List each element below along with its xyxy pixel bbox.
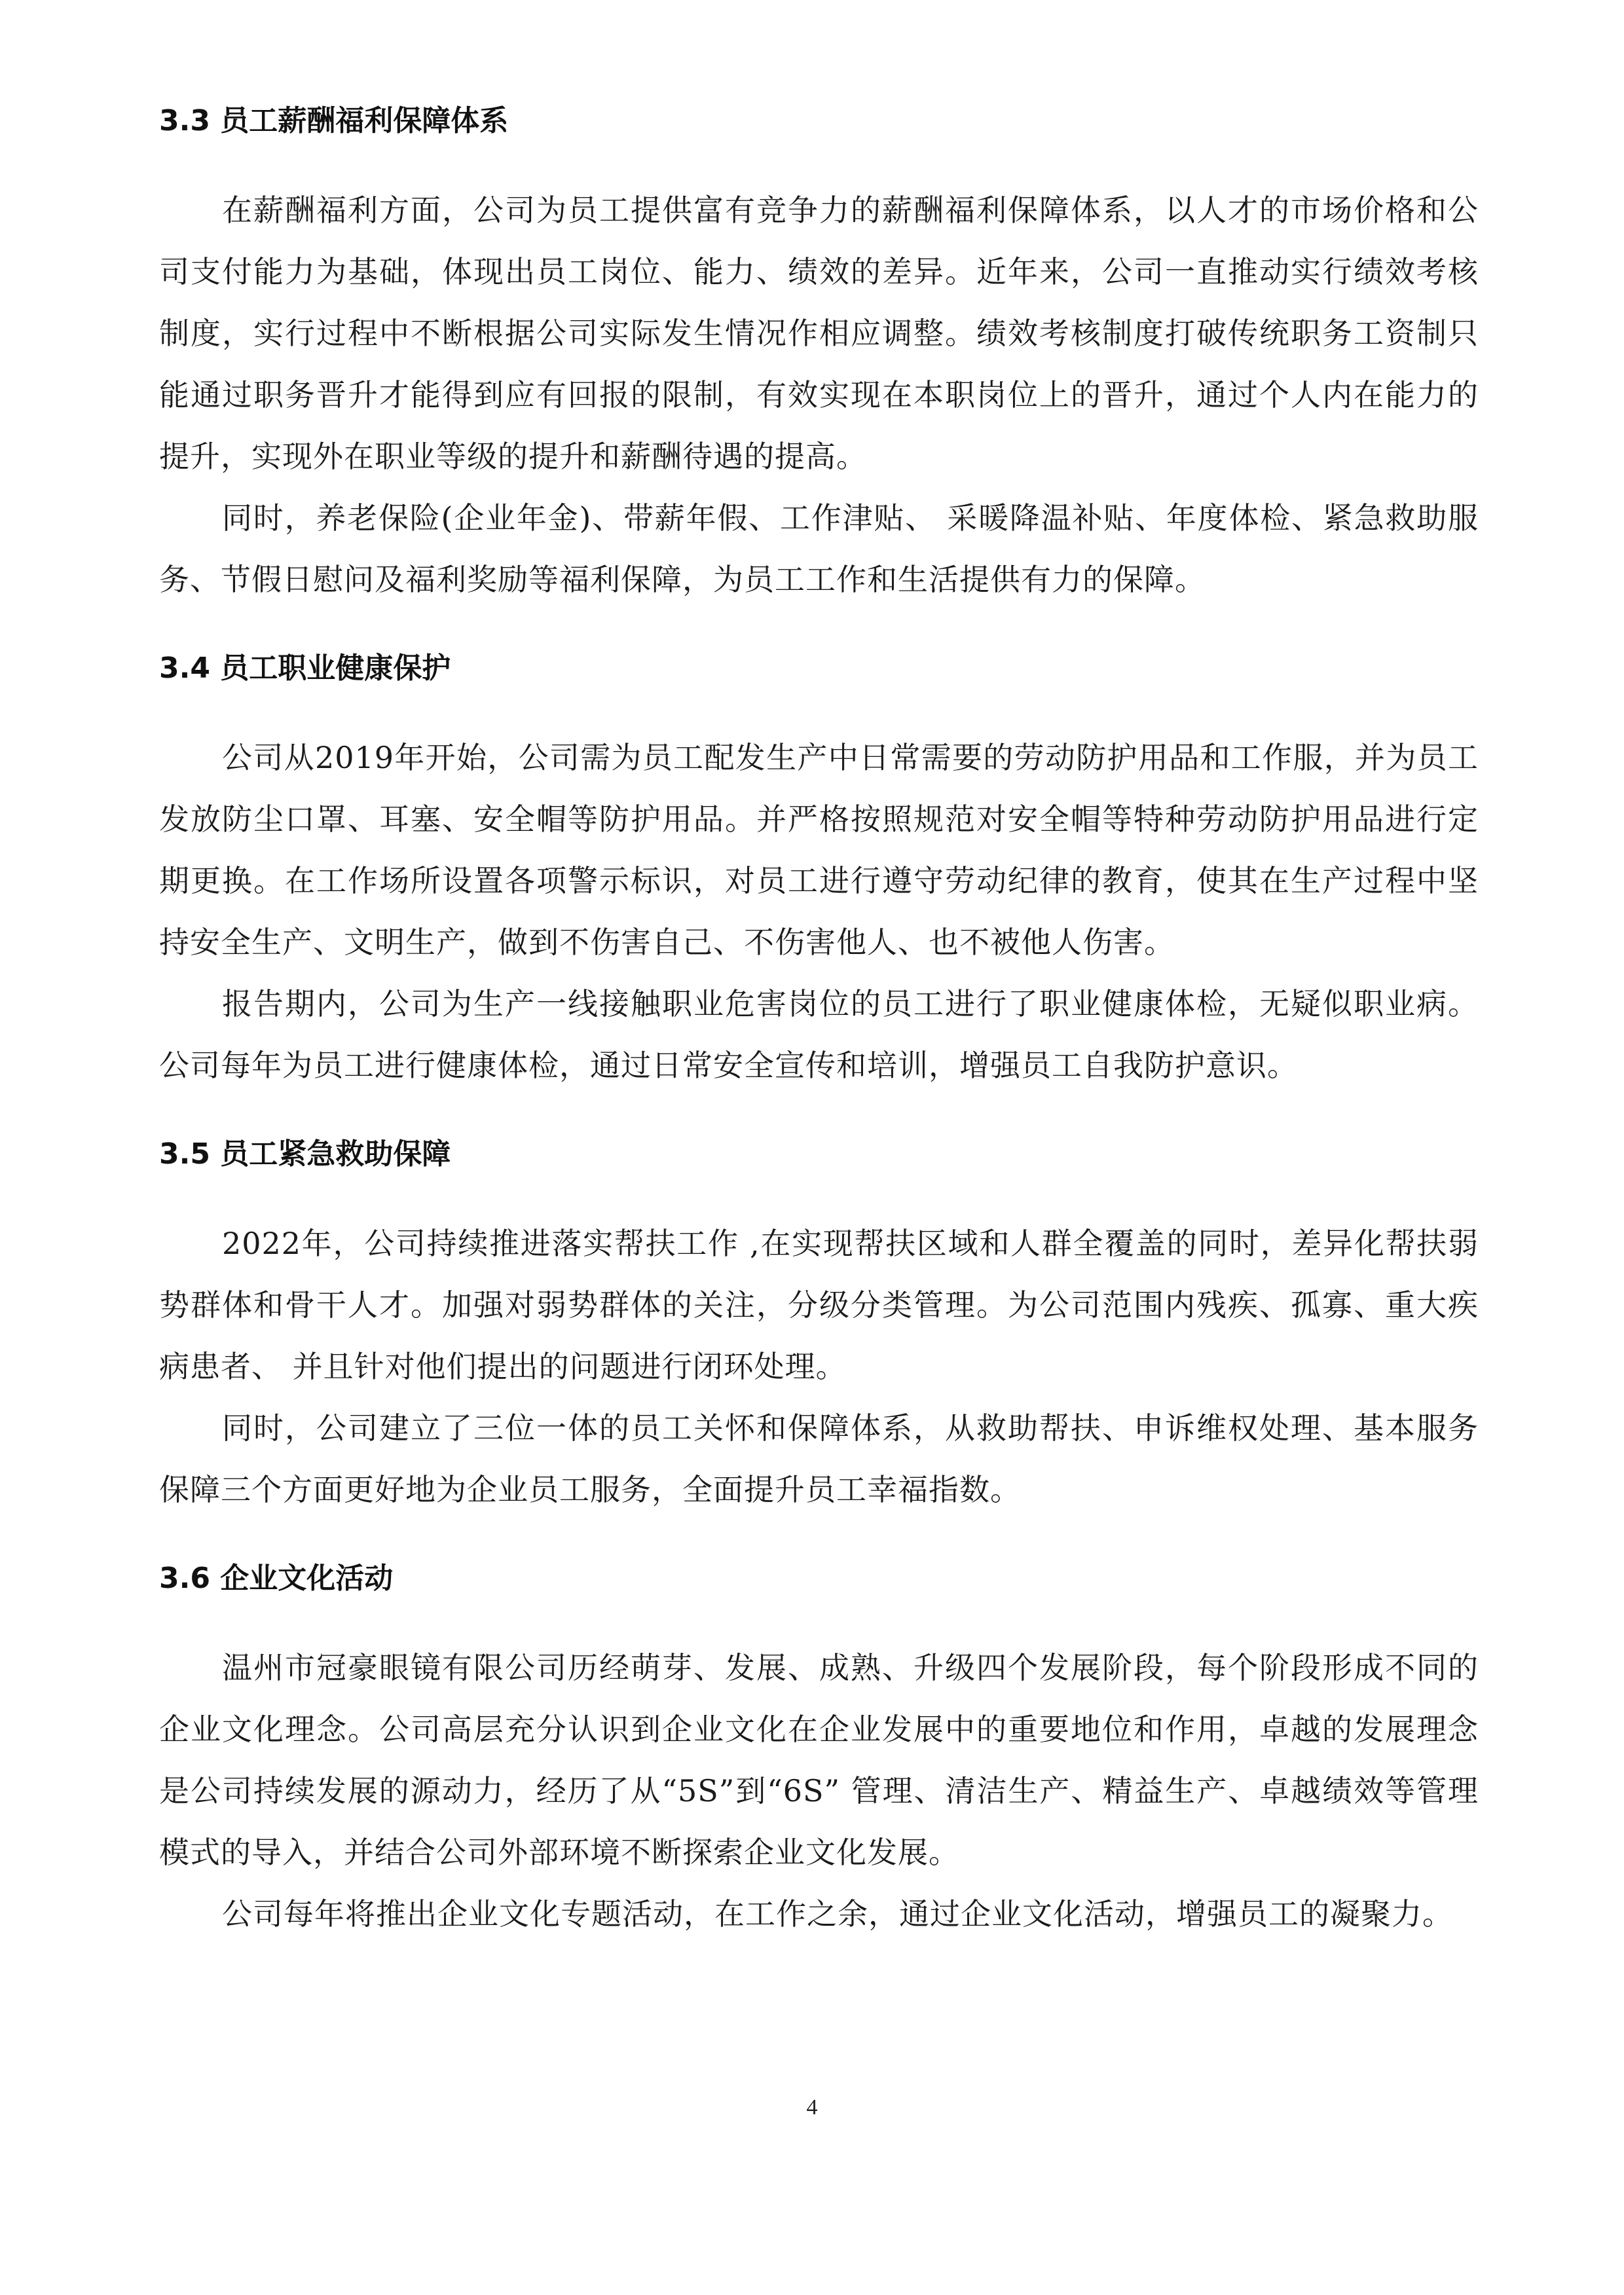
section-3-6	[159, 1549, 1479, 1945]
paragraph: 同时，养老保险(企业年金)、带薪年假、工作津贴、 采暖降温补贴、年度体检、紧急救助服务、节假日慰问及福利奖励等福利保障，为员工工作和生活提供有力的保障。	[159, 500, 1479, 597]
section-heading: 3.3 员工薪酬福利保障体系	[159, 104, 509, 138]
page-content	[159, 92, 1479, 1945]
section-heading: 3.4 员工职业健康保护	[159, 652, 451, 685]
section-3-5	[159, 1125, 1479, 1520]
paragraph: 温州市冠豪眼镜有限公司历经萌芽、发展、成熟、升级四个发展阶段，每个阶段形成不同的企业文化理念。公司高层充分认识到企业文化在企业发展中的重要地位和作用，卓越的发展理念是公司持续发展的源动力，经历了从“5S”到“6S” 管理、清洁生产、精益生产、卓越绩效等管理模式的导入，并结合公司外部环境不断探索企业文化发展。	[159, 1650, 1479, 1870]
paragraph: 同时，公司建立了三位一体的员工关怀和保障体系，从救助帮扶、申诉维权处理、基本服务保障三个方面更好地为企业员工服务，全面提升员工幸福指数。	[159, 1410, 1479, 1507]
paragraph: 2022年，公司持续推进落实帮扶工作 ,在实现帮扶区域和人群全覆盖的同时，差异化帮扶弱势群体和骨干人才。加强对弱势群体的关注，分级分类管理。为公司范围内残疾、孤寡、重大疾病患者、 并且针对他们提出的问题进行闭环处理。	[159, 1226, 1479, 1384]
section-3-3	[159, 92, 1479, 610]
paragraph: 公司每年将推出企业文化专题活动，在工作之余，通过企业文化活动，增强员工的凝聚力。	[222, 1896, 1453, 1932]
paragraph: 在薪酬福利方面，公司为员工提供富有竞争力的薪酬福利保障体系，以人才的市场价格和公司支付能力为基础，体现出员工岗位、能力、绩效的差异。近年来，公司一直推动实行绩效考核制度，实行过程中不断根据公司实际发生情况作相应调整。绩效考核制度打破传统职务工资制只能通过职务晋升才能得到应有回报的限制，有效实现在本职岗位上的晋升，通过个人内在能力的提升，实现外在职业等级的提升和薪酬待遇的提高。	[159, 193, 1479, 474]
page-number: 4	[806, 2095, 818, 2120]
paragraph: 报告期内，公司为生产一线接触职业危害岗位的员工进行了职业健康体检，无疑似职业病。公司每年为员工进行健康体检，通过日常安全宣传和培训，增强员工自我防护意识。	[159, 986, 1479, 1083]
paragraph: 公司从2019年开始，公司需为员工配发生产中日常需要的劳动防护用品和工作服，并为员工发放防尘口罩、耳塞、安全帽等防护用品。并严格按照规范对安全帽等特种劳动防护用品进行定期更换。在工作场所设置各项警示标识，对员工进行遵守劳动纪律的教育，使其在生产过程中坚持安全生产、文明生产，做到不伤害自己、不伤害他人、也不被他人伤害。	[159, 740, 1479, 960]
section-heading: 3.6 企业文化活动	[159, 1562, 394, 1595]
section-3-4	[159, 639, 1479, 1096]
section-heading: 3.5 员工紧急救助保障	[159, 1137, 451, 1171]
